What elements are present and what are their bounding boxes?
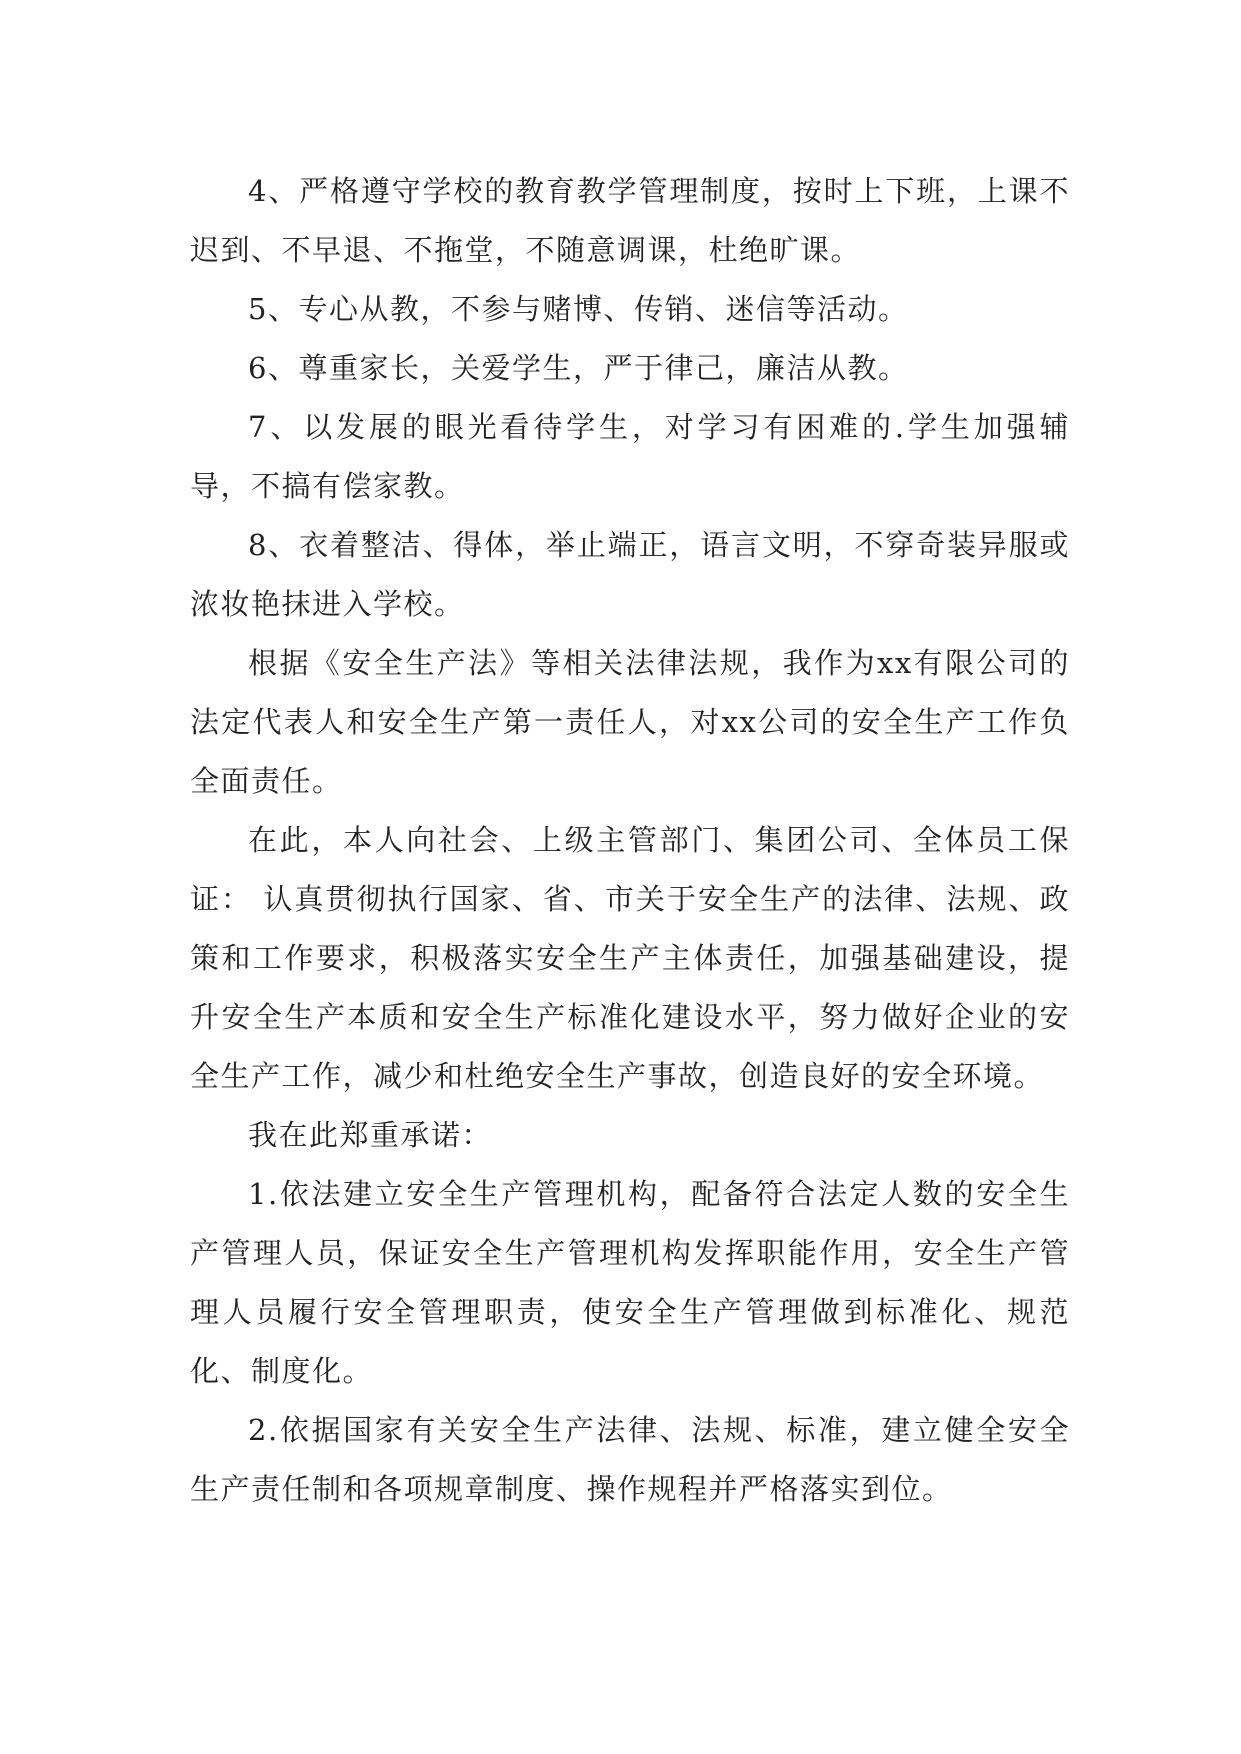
document-body (190, 162, 1070, 1519)
paragraph-safety-law-intro: 根据《安全生产法》等相关法律法规，我作为xx有限公司的法定代表人和安全生产第一责任人，对xx公司的安全生产工作负全面责任。 (190, 646, 1070, 798)
paragraph-guarantee: 在此，本人向社会、上级主管部门、集团公司、全体员工保证： 认真贯彻执行国家、省、市关于安全生产的法律、法规、政策和工作要求，积极落实安全生产主体责任，加强基础建设，提升安全生产本质和安全生产标准化建设水平，努力做好企业的安全生产工作，减少和杜绝安全生产事故，创造良好的安全环境。 (190, 823, 1070, 1093)
paragraph-item-5: 5、专心从教，不参与赌博、传销、迷信等活动。 (248, 292, 909, 326)
paragraph-commitment-2: 2.依据国家有关安全生产法律、法规、标准，建立健全安全生产责任制和各项规章制度、操作规程并严格落实到位。 (190, 1413, 1070, 1506)
paragraph-item-7: 7、以发展的眼光看待学生，对学习有困难的.学生加强辅导，不搞有偿家教。 (190, 410, 1070, 503)
paragraph-item-6: 6、尊重家长，关爱学生，严于律己，廉洁从教。 (248, 351, 909, 385)
paragraph-commitment-heading: 我在此郑重承诺： (248, 1118, 493, 1152)
paragraph-item-4: 4、严格遵守学校的教育教学管理制度，按时上下班，上课不迟到、不早退、不拖堂，不随意调课，杜绝旷课。 (190, 174, 1070, 267)
paragraph-item-8: 8、衣着整洁、得体，举止端正，语言文明，不穿奇装异服或浓妆艳抹进入学校。 (190, 528, 1070, 621)
paragraph-commitment-1: 1.依法建立安全生产管理机构，配备符合法定人数的安全生产管理人员，保证安全生产管理机构发挥职能作用，安全生产管理人员履行安全管理职责，使安全生产管理做到标准化、规范化、制度化。 (190, 1177, 1070, 1388)
